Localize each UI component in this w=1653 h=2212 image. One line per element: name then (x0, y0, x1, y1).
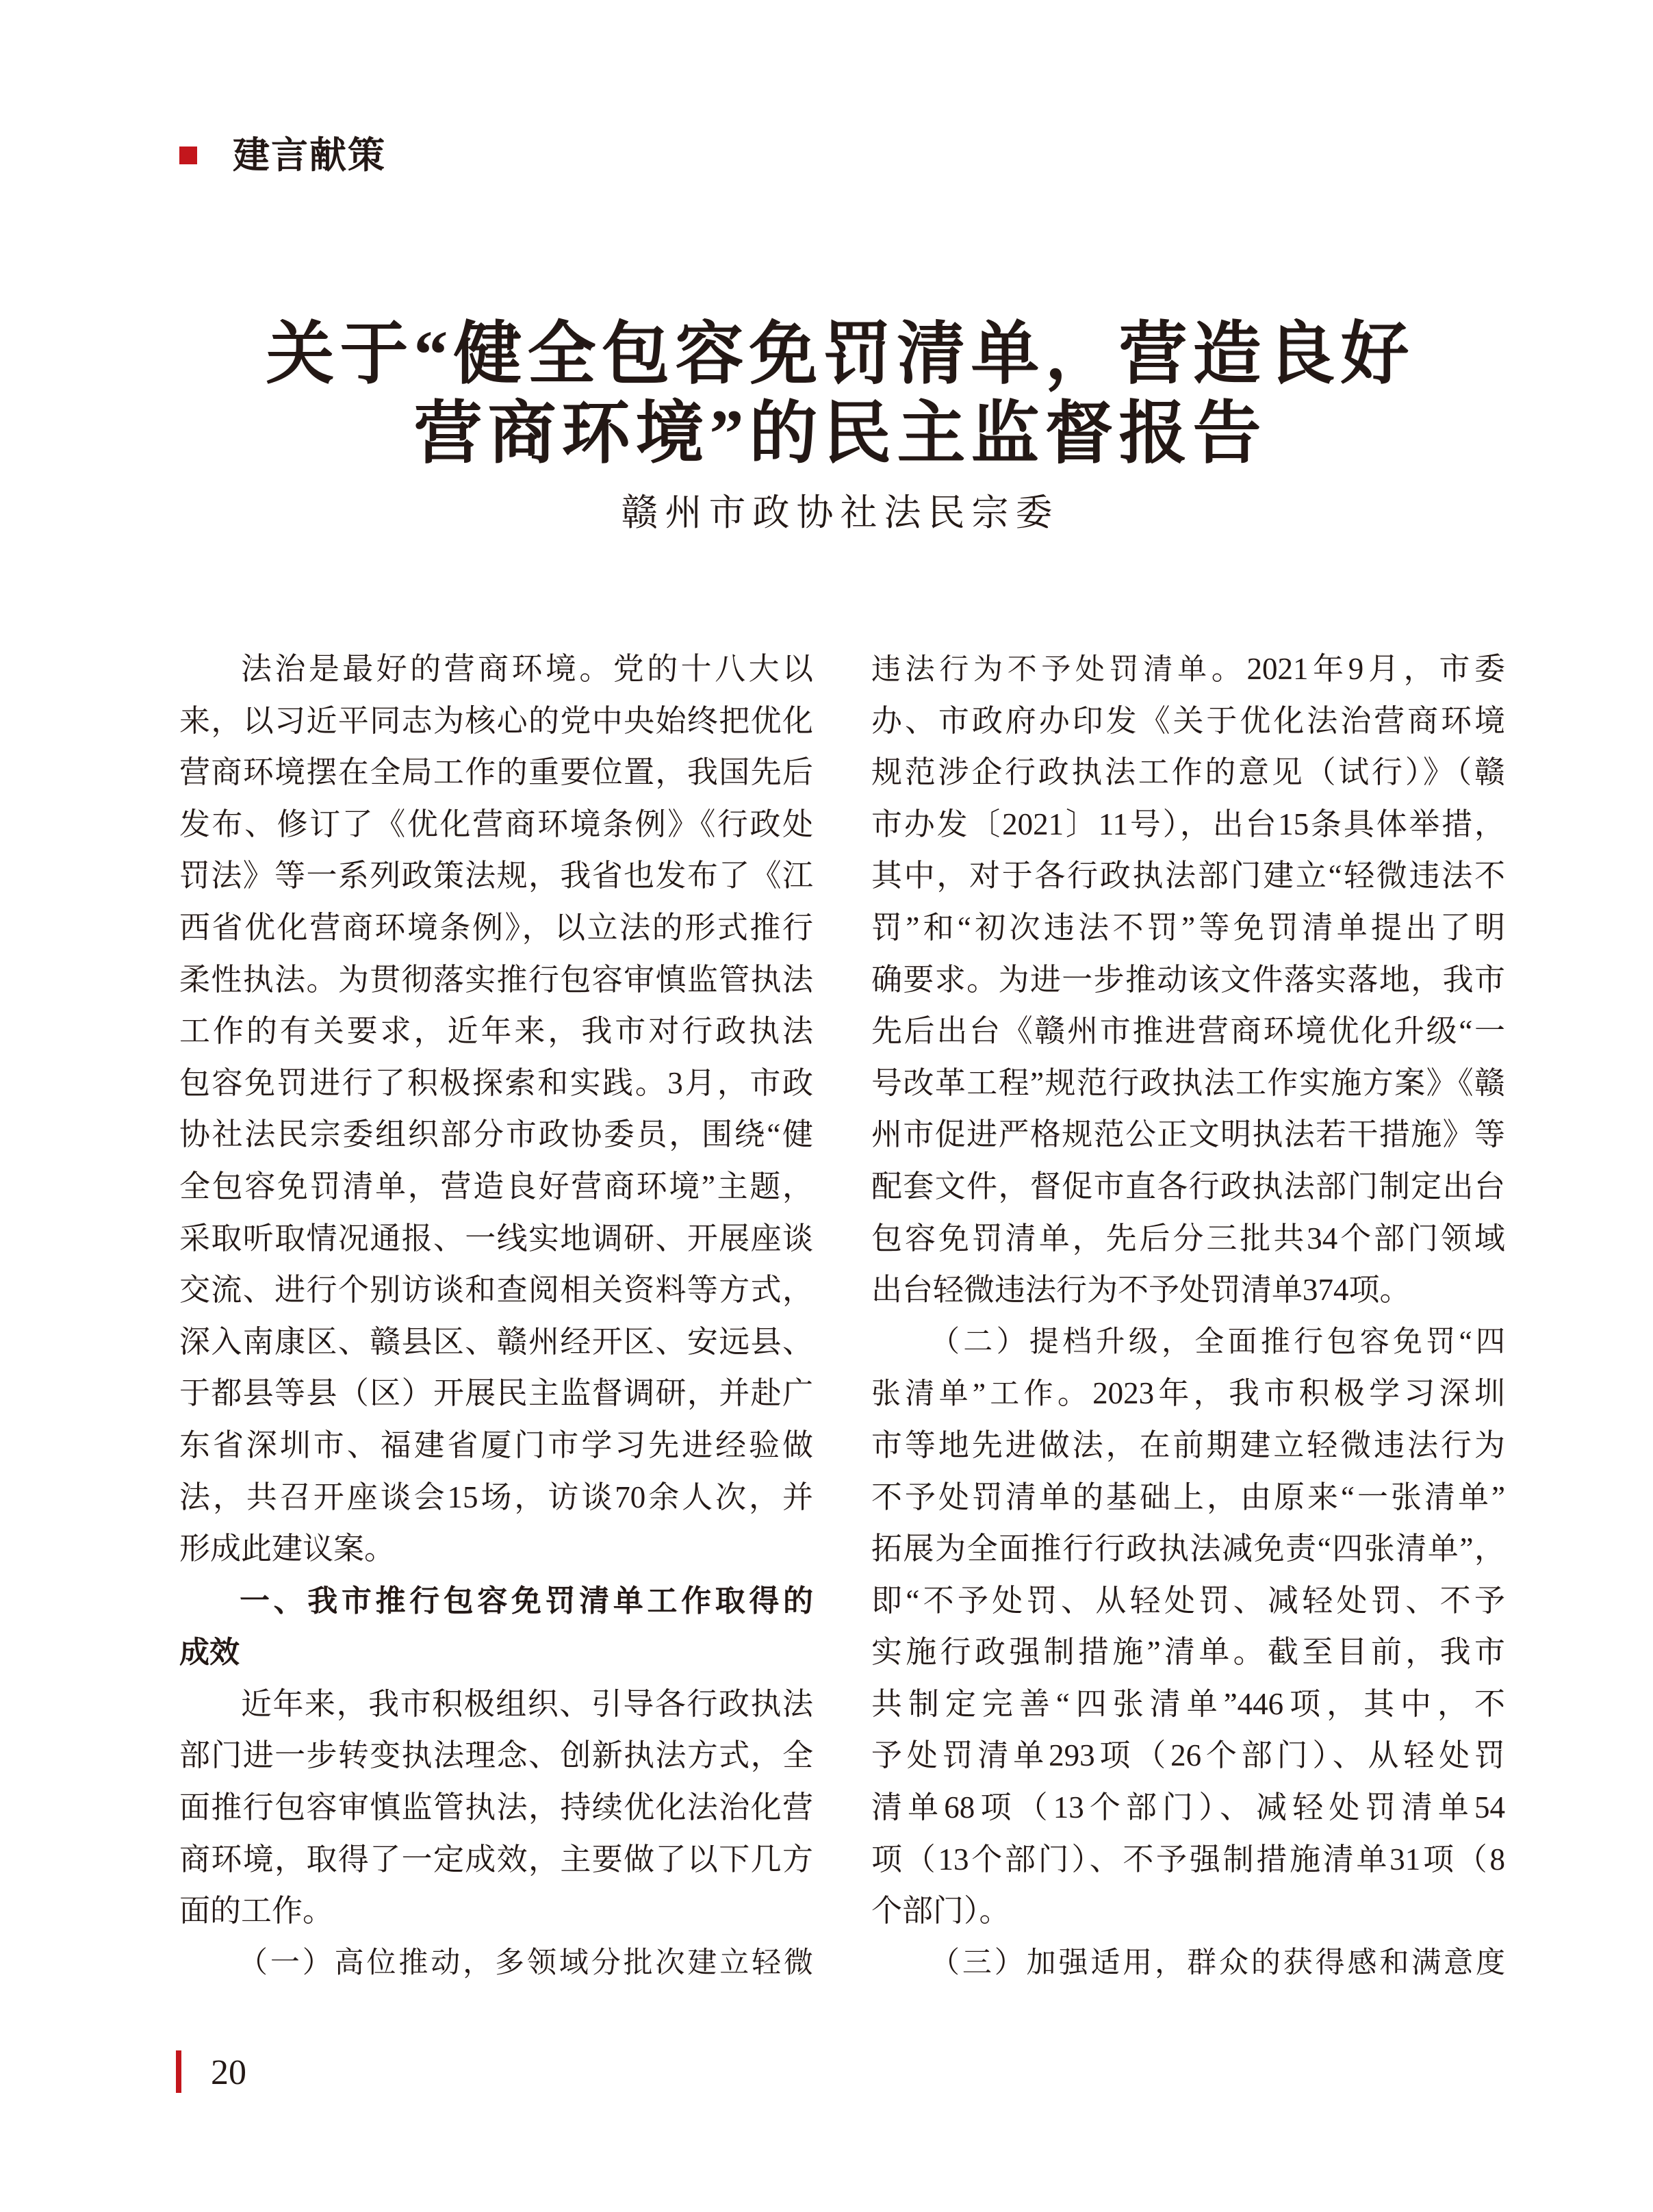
intro-paragraph-line: 东省深圳市、福建省厦门市学习先进经验做 (179, 1427, 813, 1462)
paragraph-text: 。2023年，我市积极学习深圳 (1057, 1376, 1505, 1411)
paragraph-line: 包容免罚清单，先后分三批共34个部门领域 (871, 1221, 1505, 1256)
paragraph-line: 配套文件，督促市直各行政执法部门制定出台 (871, 1169, 1505, 1204)
paragraph-line: 号改革工程”规范行政执法工作实施方案》《赣 (871, 1065, 1505, 1100)
paragraph-line: 先后出台《赣州市推进营商环境优化升级“一 (871, 1014, 1505, 1049)
intro-paragraph-line: 罚法》等一系列政策法规，我省也发布了《江 (179, 859, 813, 893)
intro-paragraph-line: 西省优化营商环境条例》，以立法的形式推行 (179, 910, 813, 945)
section-heading-line: 一、我市推行包容免罚清单工作取得的 (240, 1583, 813, 1618)
left-column (179, 644, 813, 1989)
subheading-continuation: 违法行为不予处罚清单 (871, 654, 1212, 686)
section-paragraph-line: 面推行包容审慎监管执法，持续优化法治化营 (179, 1790, 813, 1825)
page-number-bar (176, 2050, 181, 2093)
paragraph-line: 出台轻微违法行为不予处罚清单374项。 (871, 1273, 1411, 1308)
paragraph-line: 市办发〔2021〕11号），出台15条具体举措， (871, 806, 1505, 841)
paragraph-line: 市等地先进做法，在前期建立轻微违法行为 (871, 1427, 1505, 1462)
intro-paragraph-line: 全包容免罚清单，营造良好营商环境”主题， (179, 1169, 813, 1204)
paragraph-text: 。2021年9月，市委 (1211, 652, 1505, 686)
title-line: 营商环境”的民主监督报告 (413, 396, 1267, 472)
intro-paragraph-line: 法，共召开座谈会15场，访谈70余人次，并 (179, 1479, 813, 1514)
title-line: 关于“健全包容免罚清单，营造良好 (266, 316, 1415, 392)
section-paragraph-line: 商环境，取得了一定成效，主要做了以下几方 (179, 1842, 813, 1877)
subheading-line: （二）提档升级，全面推行包容免罚“四 (930, 1325, 1505, 1358)
mixed-line (871, 644, 1505, 696)
article-title (179, 315, 1501, 474)
paragraph-line: 罚”和“初次违法不罚”等免罚清单提出了明 (871, 910, 1505, 945)
intro-paragraph-line: 形成此建议案。 (179, 1531, 396, 1566)
mixed-line (871, 1368, 1505, 1420)
paragraph-line: 共制定完善“四张清单”446项，其中，不 (871, 1686, 1505, 1721)
paragraph-line: 州市促进严格规范公正文明执法若干措施》等 (871, 1117, 1505, 1152)
subheading-line: （三）加强适用，群众的获得感和满意度 (930, 1946, 1505, 1979)
section-paragraph-line: 近年来，我市积极组织、引导各行政执法 (241, 1686, 813, 1721)
section-heading-line: 成效 (179, 1635, 240, 1670)
intro-paragraph-line: 交流、进行个别访谈和查阅相关资料等方式， (179, 1273, 813, 1308)
paragraph-line: 项（13个部门）、不予强制措施清单31项（8 (871, 1842, 1505, 1877)
intro-paragraph-line: 发布、修订了《优化营商环境条例》《行政处 (179, 806, 813, 841)
intro-paragraph-line: 工作的有关要求，近年来，我市对行政执法 (179, 1014, 813, 1049)
subheading-continuation: 张清单”工作 (871, 1378, 1058, 1411)
section-paragraph-line: 部门进一步转变执法理念、创新执法方式，全 (179, 1738, 813, 1773)
paragraph-line: 个部门）。 (871, 1894, 1010, 1929)
intro-paragraph-line: 法治是最好的营商环境。党的十八大以 (241, 652, 813, 686)
paragraph-line: 即“不予处罚、从轻处罚、减轻处罚、不予 (871, 1583, 1505, 1618)
paragraph-line: 拓展为全面推行行政执法减免责“四张清单”， (871, 1531, 1505, 1566)
paragraph-line: 予处罚清单293项（26个部门）、从轻处罚 (871, 1738, 1505, 1773)
section-marker-square (179, 147, 197, 164)
paragraph-line: 规范涉企行政执法工作的意见（试行）》（赣 (871, 755, 1505, 790)
paragraph-line: 确要求。为进一步推动该文件落实落地，我市 (871, 962, 1505, 997)
paragraph-line: 清单68项（13个部门）、减轻处罚清单54 (871, 1790, 1505, 1825)
intro-paragraph-line: 于都县等县（区）开展民主监督调研，并赴广 (179, 1376, 813, 1411)
subheading-line: （一）高位推动，多领域分批次建立轻微 (238, 1946, 813, 1979)
paragraph-line: 实施行政强制措施”清单。截至目前，我市 (871, 1635, 1505, 1670)
intro-paragraph-line: 包容免罚进行了积极探索和实践。3月，市政 (179, 1065, 813, 1100)
intro-paragraph-line: 深入南康区、赣县区、赣州经开区、安远县、 (179, 1324, 813, 1359)
intro-paragraph-line: 柔性执法。为贯彻落实推行包容审慎监管执法 (179, 962, 813, 997)
paragraph-line: 其中，对于各行政执法部门建立“轻微违法不 (871, 859, 1505, 893)
right-column (871, 644, 1505, 1989)
intro-paragraph-line: 来，以习近平同志为核心的党中央始终把优化 (179, 703, 813, 738)
article-author: 赣州市政协社法民宗委 (621, 492, 1060, 533)
paragraph-line: 办、市政府办印发《关于优化法治营商环境 (871, 703, 1505, 738)
section-paragraph-line: 面的工作。 (179, 1894, 334, 1929)
intro-paragraph-line: 采取听取情况通报、一线实地调研、开展座谈 (179, 1221, 813, 1256)
section-label: 建言献策 (233, 134, 386, 177)
page-number: 20 (211, 2053, 246, 2092)
intro-paragraph-line: 协社法民宗委组织部分市政协委员，围绕“健 (179, 1117, 813, 1152)
paragraph-line: 不予处罚清单的基础上，由原来“一张清单” (871, 1479, 1505, 1514)
intro-paragraph-line: 营商环境摆在全局工作的重要位置，我国先后 (179, 755, 813, 790)
